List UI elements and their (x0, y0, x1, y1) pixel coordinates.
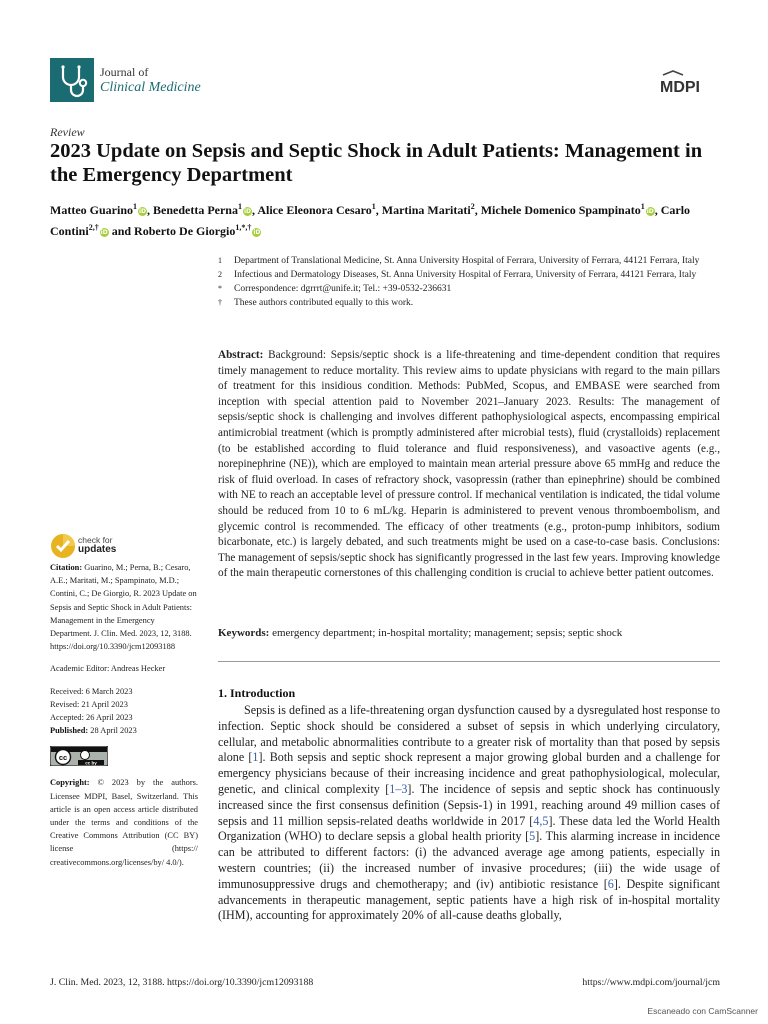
author-name: Alice Eleonora Cesaro (257, 203, 372, 217)
copyright-label: Copyright: (50, 778, 90, 788)
section-heading-introduction: 1. Introduction (218, 686, 296, 700)
author (481, 203, 655, 217)
journal-prefix: Journal of (100, 65, 149, 79)
author-affiliation-mark: 1 (237, 202, 242, 211)
author-name: Michele Domenico Spampinato (480, 203, 641, 217)
author-affiliation-mark: 1 (371, 202, 376, 211)
section-divider (218, 661, 720, 662)
dates-block (50, 685, 198, 738)
published-label: Published: (50, 726, 89, 736)
journal-name (100, 64, 201, 96)
affiliation-item (218, 269, 708, 281)
author-name: Roberto De Giorgio (134, 224, 236, 238)
reference-link[interactable]: 1–3 (389, 781, 408, 796)
revised-date: Revised: 21 April 2023 (50, 699, 128, 709)
orcid-icon[interactable]: iD (100, 229, 108, 236)
introduction-text: ]. Both sepsis and septic shock represent a major growing global burden and a challenge for emergency physicians because of their increasing incidence and great pathophysiological, molecular, genetic, and clinical complexity [ (218, 750, 720, 796)
author (382, 203, 475, 217)
check-updates-text (78, 535, 116, 555)
copyright-block (50, 776, 198, 868)
author (134, 224, 261, 238)
introduction-text: Sepsis is defined as a life-threatening organ dysfunction caused by a dysregulated host response to infection. Septic shock should be considered a subset of sepsis in which underlying circulatory, cellular, and metabolic abnormalities contribute to a greater risk of mortality than that posed by sepsis alone [ (218, 703, 721, 765)
affiliation-mark: 2 (218, 270, 222, 279)
author-affiliation-mark: 1,*,† (235, 223, 252, 232)
cc-badge-text: cc by (85, 760, 97, 766)
mdpi-logo-icon (657, 70, 721, 96)
affiliations (218, 255, 708, 311)
introduction-paragraph (218, 703, 720, 924)
citation-label: Citation: (50, 563, 83, 572)
author-affiliation-mark: 1 (640, 202, 645, 211)
copyright-text: © 2023 by the authors. Licensee MDPI, Basel, Switzerland. This article is an open access article distributed under the terms and conditions of the Creative Commons Attribution (CC BY) license (https:// creativecommons.org/licenses/by/ 4.0/). (50, 778, 199, 867)
author-list: Matteo Guarino$^1$iD, Benedetta Perna$^1$iD, Alice Eleonora Cesaro$^1$, Martina Maritati$^2$, Michele Domenico Spampinato$^1$iD, Carlo Contini$^{2,\dagger}$iD and Roberto De Giorgio$^{1,*,\dagger}$iD (50, 202, 691, 238)
author-name: Benedetta Perna (153, 203, 238, 217)
keywords (218, 626, 720, 641)
citation-block (50, 561, 198, 653)
scanner-watermark: Escaneado con CamScanner (647, 1006, 758, 1016)
author-affiliation-mark: 1 (133, 202, 137, 211)
abstract (218, 348, 720, 582)
accepted-date: Accepted: 26 April 2023 (50, 713, 133, 723)
abstract-label: Abstract: (218, 349, 264, 361)
affiliation-text: Infectious and Dermatology Diseases, St. Anna University Hospital of Ferrara, University of Ferrara, 44121 Ferrara, Italy (234, 270, 697, 280)
citation-text: Guarino, M.; Perna, B.; Cesaro, A.E.; Maritati, M.; Spampinato, M.D.; Contini, C.; De Giorgio, R. 2023 Update on Sepsis and Septic Shock in Adult Patients: Management in the Emergency Department. J. Clin. Med. 2023, 12, 3188. https://doi.org/10.3390/jcm12093188 (50, 563, 197, 652)
article-title: 2023 Update on Sepsis and Septic Shock in Adult Patients: Management in the Emergency Department (50, 140, 703, 186)
check-updates-icon (50, 533, 76, 559)
author-name: Martina Maritati (381, 203, 471, 217)
affiliation-item (218, 283, 708, 295)
introduction-text: ]. The incidence of sepsis and septic shock has continuously increased since the first consensus definition (Sepsis-1) in 1991, reaching around 49 million cases of sepsis and 11 million sepsis-related deaths worldwide in 2017 [ (218, 781, 720, 828)
affiliation-mark: 1 (218, 256, 222, 265)
author (50, 203, 147, 217)
orcid-icon[interactable]: iD (243, 208, 251, 215)
svg-text:cc: cc (58, 753, 68, 763)
affiliation-mark: * (218, 284, 222, 293)
footer-journal-url[interactable]: https://www.mdpi.com/journal/jcm (582, 977, 720, 988)
mdpi-logo-text: MDPI (660, 79, 700, 96)
check-for-updates-badge[interactable] (50, 533, 170, 561)
journal-logo-icon (50, 58, 94, 102)
orcid-icon[interactable]: iD (253, 229, 261, 236)
cc-by-license-icon[interactable] (50, 746, 108, 766)
reference-link[interactable]: 6 (607, 876, 614, 891)
reference-link[interactable]: 4,5 (533, 813, 549, 828)
affiliation-text: Correspondence: dgrrrt@unife.it; Tel.: +39-0532-236631 (234, 284, 452, 294)
author-affiliation-mark: 2 (470, 202, 475, 211)
check-updates-line2: updates (78, 544, 117, 555)
affiliation-mark: † (218, 298, 222, 307)
published-date (50, 724, 198, 737)
reference-link[interactable]: 5 (529, 829, 536, 844)
reference-link[interactable]: 1 (252, 750, 259, 765)
orcid-icon[interactable]: iD (138, 208, 147, 215)
author (257, 203, 375, 217)
article-type: Review (50, 125, 85, 139)
affiliation-item (218, 297, 708, 309)
article-info-sidebar (50, 561, 198, 878)
received-date: Received: 6 March 2023 (50, 686, 133, 696)
author-name: Matteo Guarino (50, 203, 133, 217)
abstract-text: Background: Sepsis/septic shock is a life-threatening and time-dependent condition that requires timely management to reduce mortality. This review aims to update physicians with regard to the main pillars of treatment for this insidious condition. Methods: PubMed, Scopus, and EMBASE were searched from inception with special attention paid to November 2021–January 2023. Results: The management of sepsis/septic shock is challenging and involves different pathophysiological aspects, encompassing empirical antimicrobial treatment (which is promptly administered after microbial tests), fluid (crystalloids) replacement (to be established according to fluid tolerance and fluid responsiveness), and vasoactive agents (e.g., norepinephrine (NE)), which are employed to maintain mean arterial pressure above 65 mmHg and reduce the risk of fluid overload. In cases of refractory shock, vasopressin (rather than epinephrine) should be combined with NE to reach an acceptable level of pressure control. If mechanical ventilation is indicated, the tidal volume should be reduced from 10 to 6 mL/kg. Heparin is administered to prevent venous thromboembolism, and glycemic control is recommended. The efficacy of other treatments (e.g., proton-pump inhibitors, sodium bicarbonate, etc.) is largely debated, and such treatments might be used on a case-to-case basis. Conclusions: The management of sepsis/septic shock has significantly progressed in the last few years. Improving knowledge of the main therapeutic cornerstones of this challenging condition is crucial to achieve better patient outcomes. (218, 349, 720, 580)
author-name: Carlo Contini (50, 203, 691, 238)
introduction-text: ]. Despite significant advancements in therapeutic management, septic patients have a high risk of in-hospital mortality (IHM), accounting for approximately 20% of all-cause deaths globally, (218, 876, 721, 923)
academic-editor: Academic Editor: Andreas Hecker (50, 664, 166, 674)
affiliation-text: These authors contributed equally to this work. (234, 298, 414, 308)
journal-title: Clinical Medicine (100, 80, 201, 95)
author-affiliation-mark: 2,† (88, 223, 99, 232)
published-value: 28 April 2023 (90, 726, 137, 736)
orcid-icon[interactable]: iD (646, 208, 654, 215)
introduction-text: ]. These data led the World Health Organization (WHO) to declare sepsis a global health priority [ (218, 813, 720, 844)
affiliation-item (218, 255, 708, 267)
keywords-text: emergency department; in-hospital mortality; management; sepsis; septic shock (272, 627, 623, 639)
footer-citation: J. Clin. Med. 2023, 12, 3188. https://doi.org/10.3390/jcm12093188 (50, 977, 314, 988)
author (153, 203, 252, 217)
check-updates-line1: check for (78, 535, 113, 545)
keywords-label: Keywords: (218, 627, 270, 639)
affiliation-text: Department of Translational Medicine, St. Anna University Hospital of Ferrara, University of Ferrara, 44121 Ferrara, Italy (234, 256, 700, 266)
introduction-text: ]. This alarming increase in incidence can be attributed to different factors: (i) the advanced average age among patients, especially in western countries; (ii) the increased number of invasive procedures; (iii) the wide usage of immunosuppressive drugs and chemotherapy; and (iv) antibiotic resistance [ (218, 829, 720, 891)
